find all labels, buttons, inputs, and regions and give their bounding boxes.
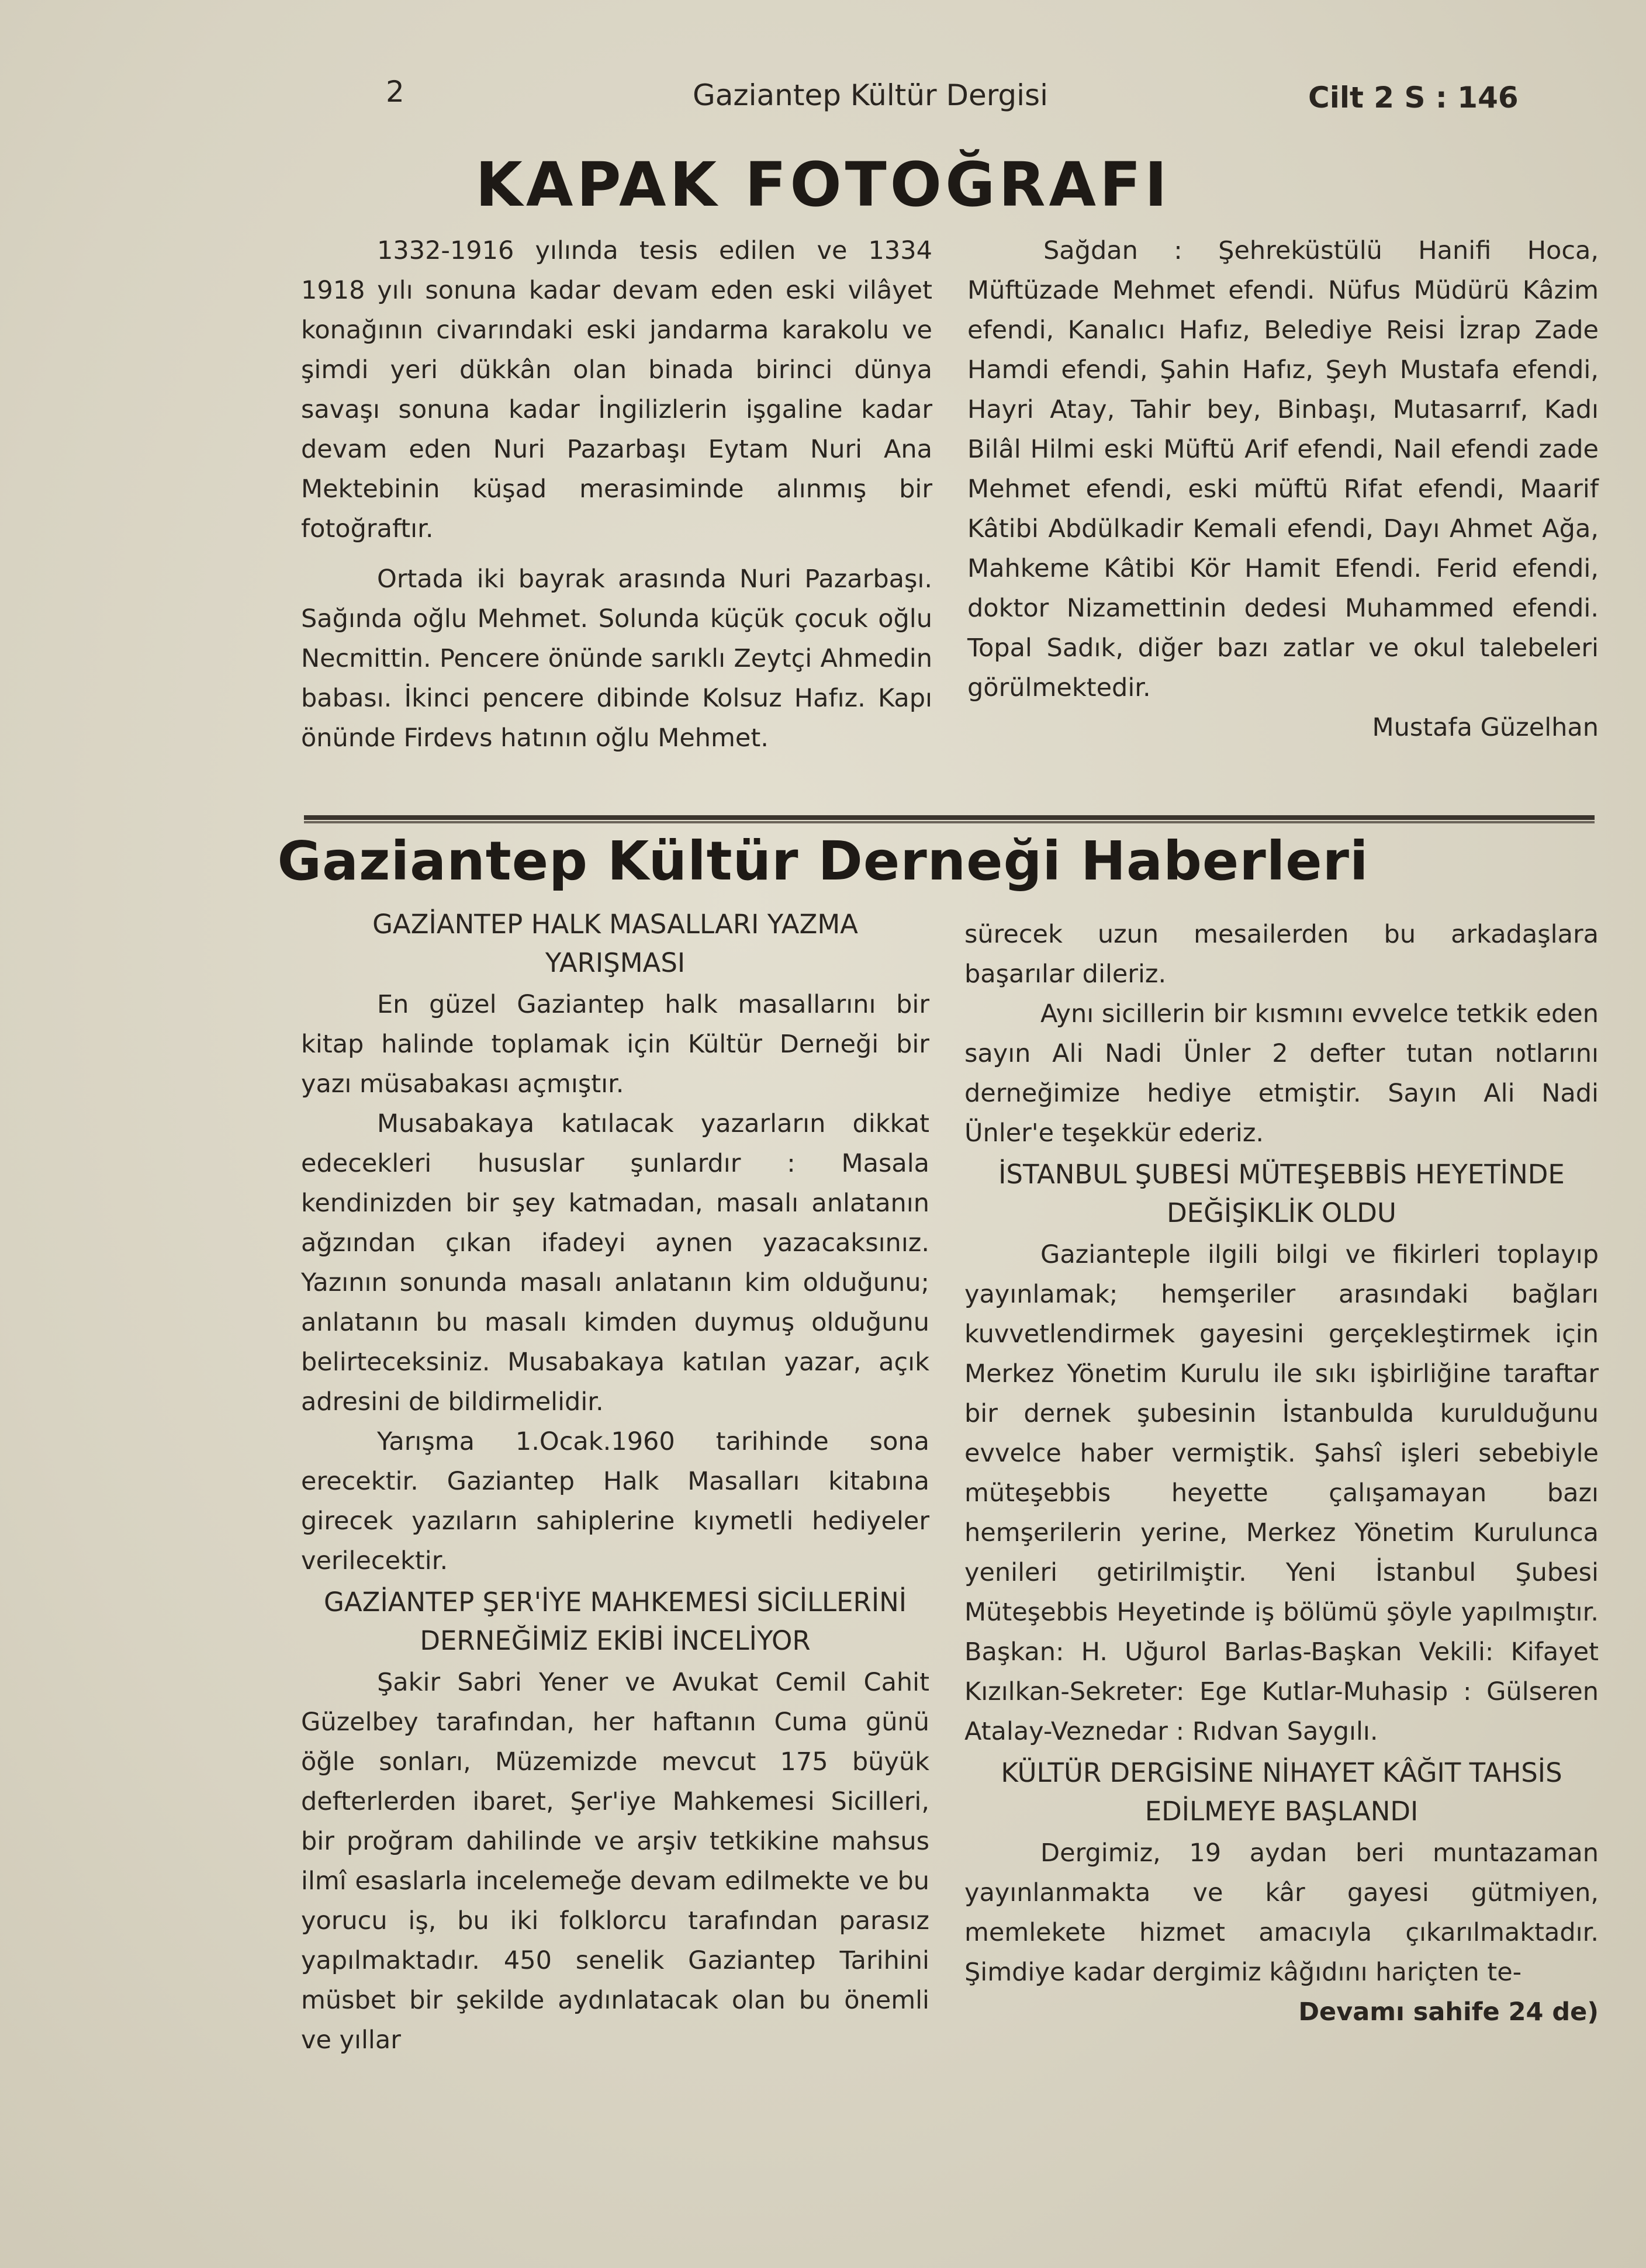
continued-note: Devamı sahife 24 de)	[1298, 1997, 1599, 2027]
cover-names-paragraph: Sağdan : Şehreküstülü Hanifi Hoca, Müftüzade Mehmet efendi. Nüfus Müdürü Kâzim efendi, Kanalıcı Hafız, Belediye Reisi İzrap Zade Hamdi efendi, Şahin Hafız, Şeyh Mustafa efendi, Hayri Atay, Tahir bey, Binbaşı, Mutasarrıf, Kadı Bilâl Hilmi eski Müftü Arif efendi, Nail efendi zade Mehmet efendi, eski müftü Rifat efendi, Maarif Kâtibi Abdülkadir Kemali efendi, Dayı Ahmet Ağa, Mahkeme Kâtibi Kör Hamit Efendi. Ferid efendi, doktor Nizamettinin dedesi Muhammed efendi. Topal Sadık, diğer bazı zatlar ve okul talebeleri görülmektedir.	[967, 236, 1599, 702]
news-left-column	[301, 903, 929, 2060]
section-divider	[304, 815, 1595, 823]
folk-tales-paragraph-3: Yarışma 1.Ocak.1960 tarihinde sona erecektir. Gaziantep Halk Masalları kitabına girecek yazıların sahiplerine kıymetli hediyeler verilecektir.	[301, 1427, 929, 1576]
cover-photo-heading: KAPAK FOTOĞRAFI	[475, 149, 1171, 220]
cover-left-column	[301, 231, 932, 758]
folk-tales-paragraph-2: Musabakaya katılacak yazarların dikkat edecekleri hususlar şunlardır : Masala kendinizden bir şey katmadan, masalı anlatanın ağzından çıkan ifadeyi aynen yazacaksınız. Yazının sonunda masalı anlatanın kim olduğunu; anlatanın bu masalı kimden duymuş olduğunu belirteceksiniz. Musabakaya katılan yazar, açık adresini de bildirmelidir.	[301, 1109, 929, 1417]
istanbul-branch-paragraph: Gazianteple ilgili bilgi ve fikirleri toplayıp yayınlamak; hemşeriler arasındaki bağları kuvvetlendirmek gayesini gerçekleştirmek için Merkez Yönetim Kurulu ile sıkı işbirliğine taraftar bir dernek şubesinin İstanbulda kurulduğunu evvelce haber vermiştik. Şahsî işleri sebebiyle müteşebbis heyette çalışamayan bazı hemşerilerin yerine, Merkez Yönetim Kurulunca yenileri getirilmiştir. Yeni İstanbul Şubesi Müteşebbis Heyetinde iş bölümü şöyle yapılmıştır. Başkan: H. Uğurol Barlas-Başkan Vekili: Kifayet Kızılkan-Sekreter: Ege Kutlar-Muhasip : Gülseren Atalay-Veznedar : Rıdvan Saygılı.	[964, 1240, 1599, 1746]
page-header	[0, 70, 1646, 123]
court-records-paragraph-2: Aynı sicillerin bir kısmını evvelce tetkik eden sayın Ali Nadi Ünler 2 defter tutan notlarını derneğimize hediye etmiştir. Sayın Ali Nadi Ünler'e teşekkür ederiz.	[964, 999, 1599, 1148]
cover-right-column	[967, 231, 1599, 747]
news-right-column	[964, 915, 1599, 2032]
section-title-folk-tales: GAZİANTEP HALK MASALLARI YAZMA YARIŞMASI	[372, 909, 858, 978]
cover-paragraph-2: Ortada iki bayrak arasında Nuri Pazarbaşı. Sağında oğlu Mehmet. Solunda küçük çocuk oğlu Necmittin. Pencere önünde sarıklı Zeytçi Ahmedin babası. İkinci pencere dibinde Kolsuz Hafız. Kapı önünde Firdevs hatının oğlu Mehmet.	[301, 565, 932, 753]
cover-paragraph-1: 1332-1916 yılında tesis edilen ve 1334 1918 yılı sonuna kadar devam eden eski vilâyet konağının civarındaki eski jandarma karakolu ve şimdi yeri dükkân olan binada birinci dünya savaşı sonuna kadar İngilizlerin işgaline kadar devam eden Nuri Pazarbaşı Eytam Nuri Ana Mektebinin küşad merasiminde alınmış bir fotoğraftır.	[301, 236, 932, 543]
paper-allocation-paragraph: Dergimiz, 19 aydan beri muntazaman yayınlanmakta ve kâr gayesi gütmiyen, memlekete hizmet amacıyla çıkarılmaktadır. Şimdiye kadar dergimiz kâğıdını hariçten te-	[964, 1838, 1599, 1987]
page-number: 2	[386, 75, 404, 109]
news-heading: Gaziantep Kültür Derneği Haberleri	[277, 830, 1369, 892]
section-title-istanbul-branch: İSTANBUL ŞUBESİ MÜTEŞEBBİS HEYETİNDE DEĞİŞİKLİK OLDU	[998, 1159, 1565, 1228]
author-signature: Mustafa Güzelhan	[1372, 713, 1599, 742]
section-title-paper-allocation: KÜLTÜR DERGİSİNE NİHAYET KÂĞIT TAHSİS EDİLMEYE BAŞLANDI	[1001, 1757, 1562, 1827]
court-records-paragraph-1: Şakir Sabri Yener ve Avukat Cemil Cahit Güzelbey tarafından, her haftanın Cuma günü öğle sonları, Müzemizde mevcut 175 büyük defterlerden ibaret, Şer'iye Mahkemesi Sicilleri, bir proğram dahilinde ve arşiv tetkikine mahsus ilmî esaslarla incelemeğe devam edilmekte ve bu yorucu iş, bu iki folklorcu tarafından parasız yapılmaktadır. 450 senelik Gaziantep Tarihini müsbet bir şekilde aydınlatacak olan bu önemli ve yıllar	[301, 1668, 929, 2055]
journal-title: Gaziantep Kültür Dergisi	[693, 78, 1048, 112]
volume-issue: Cilt 2 S : 146	[1308, 81, 1519, 115]
folk-tales-paragraph-1: En güzel Gaziantep halk masallarını bir kitap halinde toplamak için Kültür Derneği bir yazı müsabakası açmıştır.	[301, 990, 929, 1099]
court-records-paragraph-1-continued: sürecek uzun mesailerden bu arkadaşlara başarılar dileriz.	[964, 920, 1599, 989]
section-title-court-records: GAZİANTEP ŞER'İYE MAHKEMESİ SİCİLLERİNİ DERNEĞİMİZ EKİBİ İNCELİYOR	[323, 1587, 907, 1656]
